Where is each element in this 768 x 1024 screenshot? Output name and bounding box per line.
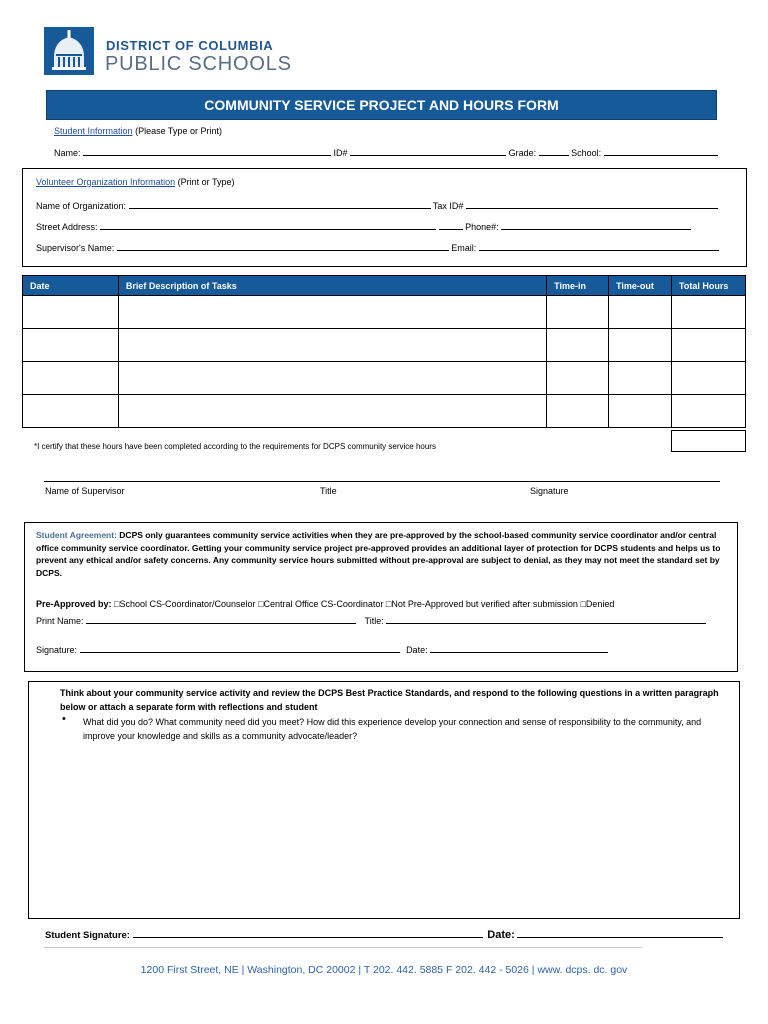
student-info-heading-row	[54, 126, 222, 136]
reflection-prompt: Think about your community service activity and review the DCPS Best Practice Standards, and respond to the following questions in a written paragraph below or attach a separate form with reflections and student	[60, 688, 719, 712]
supervisor-row	[36, 240, 719, 253]
print-name-row	[36, 613, 706, 626]
student-signature-row	[45, 927, 723, 941]
email-field[interactable]	[479, 240, 719, 251]
street-label: Street Address:	[36, 222, 98, 232]
student-info-heading: Student Information	[54, 126, 133, 136]
grand-total-hours-box[interactable]	[671, 430, 746, 452]
tax-id-label: Tax ID#	[432, 201, 464, 211]
tax-id-field[interactable]	[466, 198, 718, 209]
supervisor-signature-line[interactable]	[44, 481, 720, 482]
supervisor-label: Supervisor's Name:	[36, 243, 115, 253]
table-row	[23, 395, 746, 428]
checkbox-icon[interactable]: □	[258, 599, 264, 609]
agreement-signature-field[interactable]	[80, 642, 400, 653]
col-time-in: Time-in	[547, 276, 609, 296]
student-signature-field[interactable]	[133, 927, 483, 938]
total-hours-cell[interactable]	[672, 395, 746, 428]
agreement-date-label: Date:	[406, 645, 428, 655]
time-out-cell[interactable]	[609, 395, 672, 428]
org-name-line1: DISTRICT OF COLUMBIA	[106, 38, 274, 53]
col-description: Brief Description of Tasks	[118, 276, 546, 296]
time-in-cell[interactable]	[547, 362, 609, 395]
student-info-fields	[54, 145, 718, 158]
form-title: COMMUNITY SERVICE PROJECT AND HOURS FORM	[46, 90, 717, 120]
option-school-coordinator: School CS-Coordinator/Counselor	[119, 599, 256, 609]
footer-phone: T 202. 442. 5885 F 202. 442 - 5026	[363, 964, 529, 976]
pre-approved-row	[36, 599, 614, 609]
option-not-pre-approved: Not Pre-Approved but verified after submission	[391, 599, 578, 609]
supervisor-name-caption: Name of Supervisor	[45, 486, 125, 496]
org-row	[36, 198, 718, 211]
time-out-cell[interactable]	[609, 362, 672, 395]
time-in-cell[interactable]	[547, 296, 609, 329]
time-out-cell[interactable]	[609, 329, 672, 362]
org-name-label: Name of Organization:	[36, 201, 127, 211]
name-field[interactable]	[83, 145, 331, 156]
col-time-out: Time-out	[609, 276, 672, 296]
grade-field[interactable]	[539, 145, 569, 156]
pre-approved-label: Pre-Approved by:	[36, 599, 112, 609]
time-in-cell[interactable]	[547, 395, 609, 428]
print-name-label: Print Name:	[36, 616, 84, 626]
table-row	[23, 296, 746, 329]
description-cell[interactable]	[118, 362, 546, 395]
street-field[interactable]	[100, 219, 436, 230]
supervisor-field[interactable]	[117, 240, 449, 251]
student-agreement-text	[36, 529, 728, 579]
bullet-icon: •	[62, 713, 66, 725]
date-cell[interactable]	[23, 296, 119, 329]
signature-caption: Signature	[530, 486, 569, 496]
name-label: Name:	[54, 148, 81, 158]
agreement-heading: Student Agreement:	[36, 530, 117, 540]
total-hours-cell[interactable]	[672, 329, 746, 362]
capitol-dome-icon	[44, 27, 94, 75]
table-row	[23, 362, 746, 395]
time-in-cell[interactable]	[547, 329, 609, 362]
footer-address: 1200 First Street, NE	[140, 964, 239, 976]
table-header-row	[23, 276, 746, 296]
title-caption: Title	[320, 486, 337, 496]
date-cell[interactable]	[23, 362, 119, 395]
volunteer-heading-row	[36, 177, 234, 187]
student-date-label: Date:	[487, 929, 515, 941]
option-central-office: Central Office CS-Coordinator	[263, 599, 384, 609]
school-field[interactable]	[604, 145, 718, 156]
time-out-cell[interactable]	[609, 296, 672, 329]
agreement-date-field[interactable]	[430, 642, 608, 653]
agreement-title-field[interactable]	[386, 613, 706, 624]
footer-divider	[44, 947, 642, 948]
street-row	[36, 219, 691, 232]
street-field-extra[interactable]	[439, 219, 463, 230]
agreement-signature-row	[36, 642, 608, 655]
volunteer-info-note: (Print or Type)	[177, 177, 235, 187]
checkbox-icon[interactable]: □	[385, 599, 392, 609]
col-date: Date	[23, 276, 119, 296]
student-signature-label: Student Signature:	[45, 930, 130, 941]
description-cell[interactable]	[118, 395, 546, 428]
agreement-title-label: Title:	[364, 616, 384, 626]
id-field[interactable]	[350, 145, 506, 156]
phone-label: Phone#:	[465, 222, 499, 232]
org-name-field[interactable]	[129, 198, 431, 209]
email-label: Email:	[451, 243, 477, 253]
id-label: ID#	[333, 148, 348, 158]
student-info-note: (Please Type or Print)	[135, 126, 222, 136]
hours-log-table	[22, 275, 746, 428]
footer-web-link[interactable]: www. dcps. dc. gov	[537, 964, 628, 976]
total-hours-cell[interactable]	[672, 296, 746, 329]
description-cell[interactable]	[118, 329, 546, 362]
total-hours-cell[interactable]	[672, 362, 746, 395]
date-cell[interactable]	[23, 395, 119, 428]
description-cell[interactable]	[118, 296, 546, 329]
date-cell[interactable]	[23, 329, 119, 362]
footer-city: Washington, DC 20002	[247, 964, 356, 976]
col-total-hours: Total Hours	[672, 276, 746, 296]
student-date-field[interactable]	[517, 927, 723, 938]
phone-field[interactable]	[501, 219, 691, 230]
agreement-body: DCPS only guarantees community service activities when they are pre-approved by the school-based community service coordinator and/or central office community service coordinator. Getting your community service project pre-approved provides an additional layer of protection for DCPS students and helps us to prevent any ethical and/or safety concerns. Any community service hours submitted without pre-approval are subject to denial, as they may not meet the standard set by DCPS.	[36, 530, 721, 578]
option-denied: Denied	[585, 599, 615, 609]
print-name-field[interactable]	[86, 613, 356, 624]
grade-label: Grade:	[508, 148, 537, 158]
org-name-line2: PUBLIC SCHOOLS	[105, 53, 292, 75]
volunteer-info-heading: Volunteer Organization Information	[36, 177, 176, 187]
table-row	[23, 329, 746, 362]
checkbox-icon[interactable]: □	[580, 599, 586, 609]
agreement-signature-label: Signature:	[36, 645, 78, 655]
certify-statement: *I certify that these hours have been completed according to the requirements for DCPS community service hours	[34, 442, 436, 451]
school-label: School:	[571, 148, 602, 158]
reflection-question: What did you do? What community need did you meet? How did this experience develop your connection and sense of responsibility to the community, and improve your knowledge and skills as a community advocate/leader?	[83, 717, 702, 741]
checkbox-icon[interactable]: □	[114, 599, 120, 609]
footer-contact: 1200 First Street, NE | Washington, DC 20002 | T 202. 442. 5885 F 202. 442 - 5026 | www. dcps. dc. gov	[140, 964, 628, 976]
